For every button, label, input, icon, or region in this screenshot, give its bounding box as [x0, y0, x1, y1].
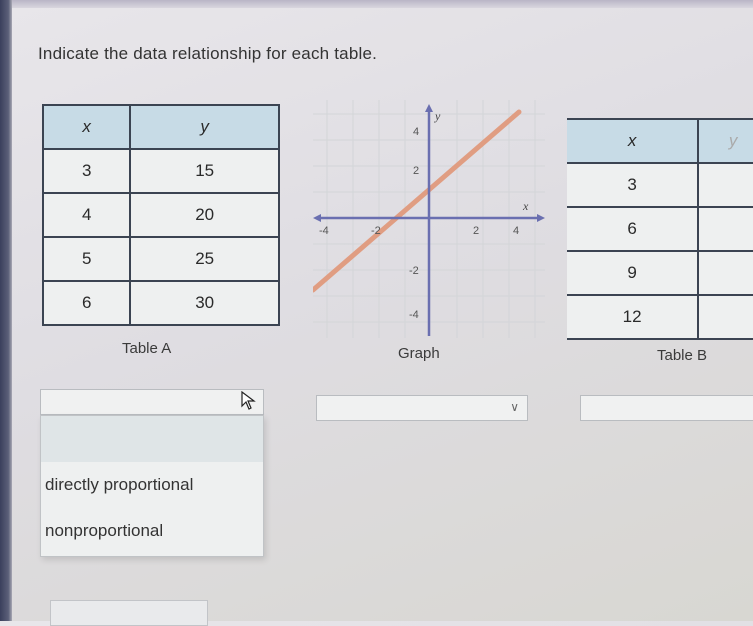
cell-y: 15	[130, 149, 279, 193]
cell-y	[698, 295, 753, 339]
table-a-relationship-dropdown[interactable]	[40, 389, 264, 415]
table-row	[567, 251, 753, 295]
table-b	[567, 118, 753, 340]
tick-label: 2	[473, 225, 480, 237]
table-header-row	[43, 105, 279, 149]
table-header-row	[567, 119, 753, 163]
menu-option-blank[interactable]	[41, 416, 263, 462]
table-row	[43, 193, 279, 237]
cell-x: 6	[567, 207, 698, 251]
tick-label: -2	[409, 265, 419, 277]
tick-label: 4	[513, 225, 520, 237]
cell-x: 5	[43, 237, 130, 281]
table-row	[567, 295, 753, 339]
x-axis-arrow	[537, 214, 545, 222]
table-row	[567, 163, 753, 207]
cell-y	[698, 251, 753, 295]
graph-line	[313, 112, 519, 290]
tick-label: 2	[413, 165, 420, 177]
table-a-caption: Table A	[122, 340, 172, 357]
table-row	[567, 207, 753, 251]
cell-y: 30	[130, 281, 279, 325]
header-y: y	[130, 105, 279, 149]
cell-y	[698, 163, 753, 207]
question-prompt: Indicate the data relationship for each table.	[38, 44, 378, 63]
relationship-options-menu	[40, 415, 264, 557]
cell-y	[698, 207, 753, 251]
cell-y: 20	[130, 193, 279, 237]
table-a	[42, 104, 280, 326]
cell-y: 25	[130, 237, 279, 281]
tick-label: -4	[409, 309, 419, 321]
screen-bezel	[0, 0, 12, 621]
top-band	[0, 0, 753, 8]
cell-x: 4	[43, 193, 130, 237]
tick-label: -2	[371, 225, 381, 237]
next-control[interactable]	[50, 600, 208, 626]
header-x: x	[567, 119, 698, 163]
x-axis-arrow-left	[313, 214, 321, 222]
menu-option-nonproportional[interactable]: nonproportional	[45, 521, 164, 540]
cell-x: 3	[43, 149, 130, 193]
cell-x: 3	[567, 163, 698, 207]
table-row	[43, 281, 279, 325]
chevron-down-icon: ∨	[510, 400, 519, 414]
table-row	[43, 237, 279, 281]
y-axis-label: y	[435, 109, 441, 123]
header-y: y	[698, 119, 753, 163]
x-axis-label: x	[523, 199, 529, 213]
cell-x: 9	[567, 251, 698, 295]
table-row	[43, 149, 279, 193]
tick-label: -4	[319, 225, 329, 237]
y-axis-arrow	[425, 104, 433, 112]
header-x: x	[43, 105, 130, 149]
menu-option-directly-proportional[interactable]: directly proportional	[45, 475, 194, 494]
tick-label: 4	[413, 126, 420, 138]
graph-caption: Graph	[398, 345, 440, 362]
table-b-relationship-dropdown[interactable]	[580, 395, 753, 421]
cell-x: 6	[43, 281, 130, 325]
cell-x: 12	[567, 295, 698, 339]
coordinate-graph	[313, 100, 545, 338]
mouse-cursor-icon	[240, 391, 258, 411]
graph-relationship-dropdown[interactable]	[316, 395, 528, 421]
table-b-caption: Table B	[657, 347, 708, 364]
